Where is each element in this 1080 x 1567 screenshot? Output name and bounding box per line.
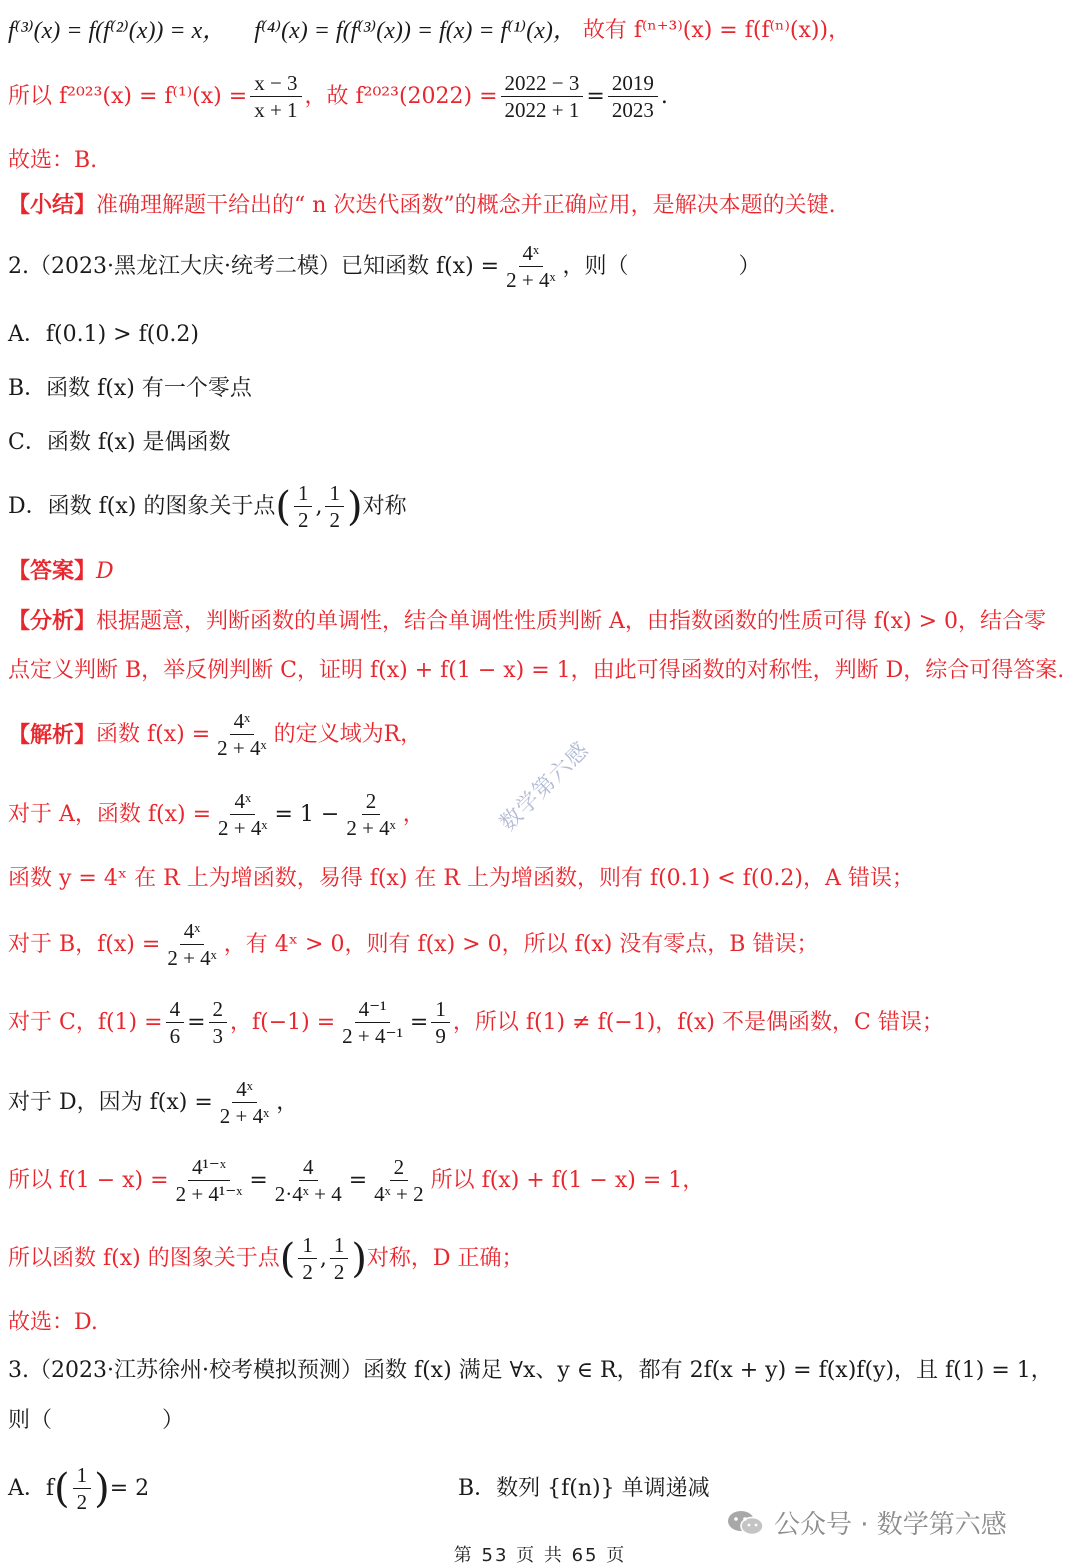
point-x-fraction <box>294 480 313 533</box>
q3-option-b: B．数列 {f(n)} 单调递减 <box>458 1476 710 1501</box>
frac-numerator: 1 <box>330 1232 349 1259</box>
frac-denominator: 2 + 4¹⁻ˣ <box>175 1182 243 1206</box>
q2-fraction <box>502 240 559 293</box>
paren-left: ( <box>54 1465 70 1512</box>
option-d: D．函数 f(x) 的图象关于点 ( $\frac{1}{2}$ , $\frac{1}{2}$ ) 对称 <box>8 481 407 532</box>
frac-numerator: 1 <box>298 1232 317 1259</box>
equals-sign: = <box>187 1009 206 1035</box>
paren-left: ( <box>275 483 291 530</box>
equals-sign: = <box>586 83 605 109</box>
sd2-fraction-3 <box>370 1154 427 1207</box>
frac-numerator: 1 <box>294 480 313 507</box>
frac-numerator: 4 <box>166 996 185 1023</box>
option-d-suffix: 对称 <box>362 493 407 519</box>
option-a: A．f(0.1) > f(0.2) <box>8 322 199 347</box>
question-3-line-1: 3.（2023·江苏徐州·校考模拟预测）函数 f(x) 满足 ∀x、y ∈ R，都有 2f(x + y) = f(x)f(y)，且 f(1) = 1， <box>8 1358 1053 1383</box>
sd-fraction <box>216 1076 273 1129</box>
sd-post: ， <box>276 1089 299 1115</box>
frac-denominator: x + 1 <box>254 98 298 122</box>
answer-line <box>8 556 114 587</box>
frac-denominator: 9 <box>435 1024 446 1048</box>
frac-denominator: 2022 + 1 <box>504 98 580 122</box>
sd3-post: 对称，D 正确； <box>366 1245 524 1271</box>
frac-denominator: 2 + 4ˣ <box>218 816 268 840</box>
q3a-post: = 2 <box>109 1475 150 1501</box>
frac-denominator: 2 <box>297 508 309 532</box>
option-b: B．函数 f(x) 有一个零点 <box>8 376 252 401</box>
q3-option-a <box>8 1462 149 1515</box>
sd2-fraction-2 <box>271 1154 346 1207</box>
wechat-icon <box>726 1508 766 1538</box>
point-y-fraction <box>325 480 344 533</box>
equals-sign: = <box>348 1167 368 1193</box>
solution-text: 函数 f(x) = <box>96 721 211 747</box>
sc-fraction-3 <box>338 996 407 1049</box>
page-footer: 第 53 页 共 65 页 <box>453 1545 627 1566</box>
frac-denominator: 2 <box>76 1490 88 1514</box>
sc-text: 对于 C，f(1) = <box>8 1009 163 1035</box>
fraction-x-minus-3 <box>250 70 301 123</box>
sb-post: ，有 4ˣ > 0，则有 f(x) > 0，所以 f(x) 没有零点，B 错误； <box>223 931 819 957</box>
sc-post: ，所以 f(1) ≠ f(−1)，f(x) 不是偶函数，C 错误； <box>452 1009 944 1035</box>
q2-stem: 2.（2023·黑龙江大庆·统考二模）已知函数 f(x) = <box>8 253 500 279</box>
frac-denominator: 2 + 4ˣ <box>219 1104 270 1128</box>
frac-denominator: 2·4ˣ + 4 <box>274 1182 342 1206</box>
frac-numerator: 4ˣ <box>232 1076 257 1103</box>
frac-numerator: 1 <box>73 1462 92 1489</box>
solution-fraction <box>213 708 270 761</box>
sd3-fraction-2 <box>330 1232 349 1285</box>
frac-numerator: 1 <box>325 480 344 507</box>
frac-numerator: 4ˣ <box>180 918 205 945</box>
frac-numerator: 2019 <box>608 70 658 97</box>
frac-denominator: 3 <box>212 1024 223 1048</box>
option-d-text: D．函数 f(x) 的图象关于点 <box>8 493 276 519</box>
sd3-text: 所以函数 f(x) 的图象关于点 <box>8 1245 280 1271</box>
frac-denominator: 4ˣ + 2 <box>374 1182 424 1206</box>
fraction-2019-2023 <box>608 70 658 123</box>
sa-text: 对于 A，函数 f(x) = <box>8 801 212 827</box>
equals-sign: = <box>409 1009 429 1035</box>
sa-fraction-1 <box>214 788 271 841</box>
frac-denominator: 2 <box>333 1260 345 1284</box>
solution-tag: 【解析】 <box>8 721 97 748</box>
frac-denominator: 2 + 4ˣ <box>506 268 556 292</box>
frac-denominator: 6 <box>169 1024 181 1048</box>
answer-tag: 【答案】 <box>8 558 97 584</box>
solution-line-1 <box>8 708 422 761</box>
answer-choice-b: 故选：B. <box>8 148 98 173</box>
sd3-fraction-1 <box>298 1232 317 1285</box>
frac-denominator: 2 <box>329 508 340 532</box>
frac-numerator: 2 <box>362 788 381 815</box>
paren-right: ) <box>351 1235 367 1282</box>
question-2 <box>8 240 761 293</box>
sc-fraction-2 <box>209 996 228 1049</box>
frac-numerator: 4ˣ <box>230 708 255 735</box>
solution-b-line <box>8 918 818 971</box>
final-choice: 故选：D. <box>8 1310 98 1335</box>
text-f2023-def: 所以 f²⁰²³(x) = f⁽¹⁾(x) = <box>8 83 248 109</box>
solution-d3-line: 所以函数 f(x) 的图象关于点 ( $\frac{1}{2}$ , $\frac{1}{2}$ ) 对称，D 正确； <box>8 1233 524 1284</box>
paren-right: ) <box>94 1465 110 1512</box>
line-iteration-identities <box>8 16 850 46</box>
solution-a-conclusion: 函数 y = 4ˣ 在 R 上为增函数，易得 f(x) 在 R 上为增函数，则有 f(0.1) < f(0.2)，A 错误； <box>8 866 914 891</box>
frac-denominator: 2 <box>302 1260 313 1284</box>
sd-text: 对于 D，因为 f(x) = <box>8 1089 213 1115</box>
solution-d-line <box>8 1076 298 1129</box>
frac-numerator: 1 <box>431 996 450 1023</box>
watermark: 数学第六感 <box>495 737 595 837</box>
summary-line <box>8 190 836 221</box>
summary-text: 准确理解题干给出的“ n 次迭代函数”的概念并正确应用，是解决本题的关键. <box>96 193 836 218</box>
analysis-tag: 【分析】 <box>8 608 97 634</box>
frac-denominator: 2 + 4⁻¹ <box>342 1024 403 1048</box>
analysis-line-2: 点定义判断 B，举反例判断 C，证明 f(x) + f(1 − x) = 1，由此可得函数的对称性，判断 D，综合可得答案. <box>8 658 1065 683</box>
sa-fraction-2 <box>342 788 399 841</box>
sc-mid: ，f(−1) = <box>230 1009 336 1035</box>
line-f2023 <box>8 70 668 123</box>
sa-post: ， <box>402 801 425 827</box>
frac-numerator: 2 <box>209 996 228 1023</box>
solution-d2-line <box>8 1154 704 1207</box>
summary-tag: 【小结】 <box>8 192 97 218</box>
sd2-post: 所以 f(x) + f(1 − x) = 1， <box>430 1167 705 1193</box>
expr-general: 故有 f⁽ⁿ⁺³⁾(x) = f(f⁽ⁿ⁾(x))， <box>582 18 851 43</box>
sb-fraction <box>163 918 220 971</box>
analysis-line-1 <box>8 606 1046 637</box>
frac-numerator: 4ˣ <box>519 240 544 267</box>
q3a-text: A．f <box>8 1475 55 1501</box>
frac-numerator: 4 <box>299 1154 318 1181</box>
frac-numerator: 4ˣ <box>230 788 255 815</box>
frac-numerator: 4⁻¹ <box>355 996 391 1023</box>
q2-tail: ，则（ ） <box>562 253 761 279</box>
wechat-brand <box>726 1504 1007 1541</box>
answer-value: D <box>96 559 114 584</box>
sd2-fraction-1 <box>172 1154 247 1207</box>
expr-f3: f⁽³⁾(x) = f(f⁽²⁾(x)) = x， <box>8 18 227 44</box>
q3a-fraction <box>73 1462 92 1515</box>
frac-numerator: 4¹⁻ˣ <box>188 1154 230 1181</box>
fraction-2022 <box>501 70 584 123</box>
frac-numerator: x − 3 <box>250 70 301 97</box>
equals-sign: = <box>249 1167 268 1193</box>
frac-denominator: 2 + 4ˣ <box>217 736 267 760</box>
frac-numerator: 2 <box>390 1154 409 1181</box>
solution-c-line <box>8 996 944 1049</box>
question-3-line-2: 则（ ） <box>8 1408 185 1433</box>
sc-fraction-1 <box>166 996 185 1049</box>
solution-a-line <box>8 788 425 841</box>
option-c: C．函数 f(x) 是偶函数 <box>8 430 231 455</box>
brand-text: 公众号 · 数学第六感 <box>774 1510 1007 1540</box>
text-f2023-eval: ，故 f²⁰²³(2022) = <box>304 83 498 109</box>
solution-domain: 的定义域为R， <box>273 721 423 747</box>
paren-right: ) <box>346 483 363 530</box>
sa-mid: = 1 − <box>274 801 340 827</box>
frac-denominator: 2 + 4ˣ <box>167 946 217 970</box>
expr-f4: f⁽⁴⁾(x) = f(f⁽³⁾(x)) = f(x) = f⁽¹⁾(x)， <box>254 18 577 44</box>
sd2-text: 所以 f(1 − x) = <box>8 1167 169 1193</box>
sb-text: 对于 B，f(x) = <box>8 931 161 957</box>
frac-denominator: 2 + 4ˣ <box>346 816 396 840</box>
analysis-text-1: 根据题意，判断函数的单调性，结合单调性性质判断 A，由指数函数的性质可得 f(x) > 0，结合零 <box>96 609 1047 634</box>
paren-left: ( <box>279 1235 296 1282</box>
frac-numerator: 2022 − 3 <box>501 70 584 97</box>
period: . <box>660 83 668 109</box>
frac-denominator: 2023 <box>611 98 654 122</box>
sc-fraction-4 <box>431 996 450 1049</box>
